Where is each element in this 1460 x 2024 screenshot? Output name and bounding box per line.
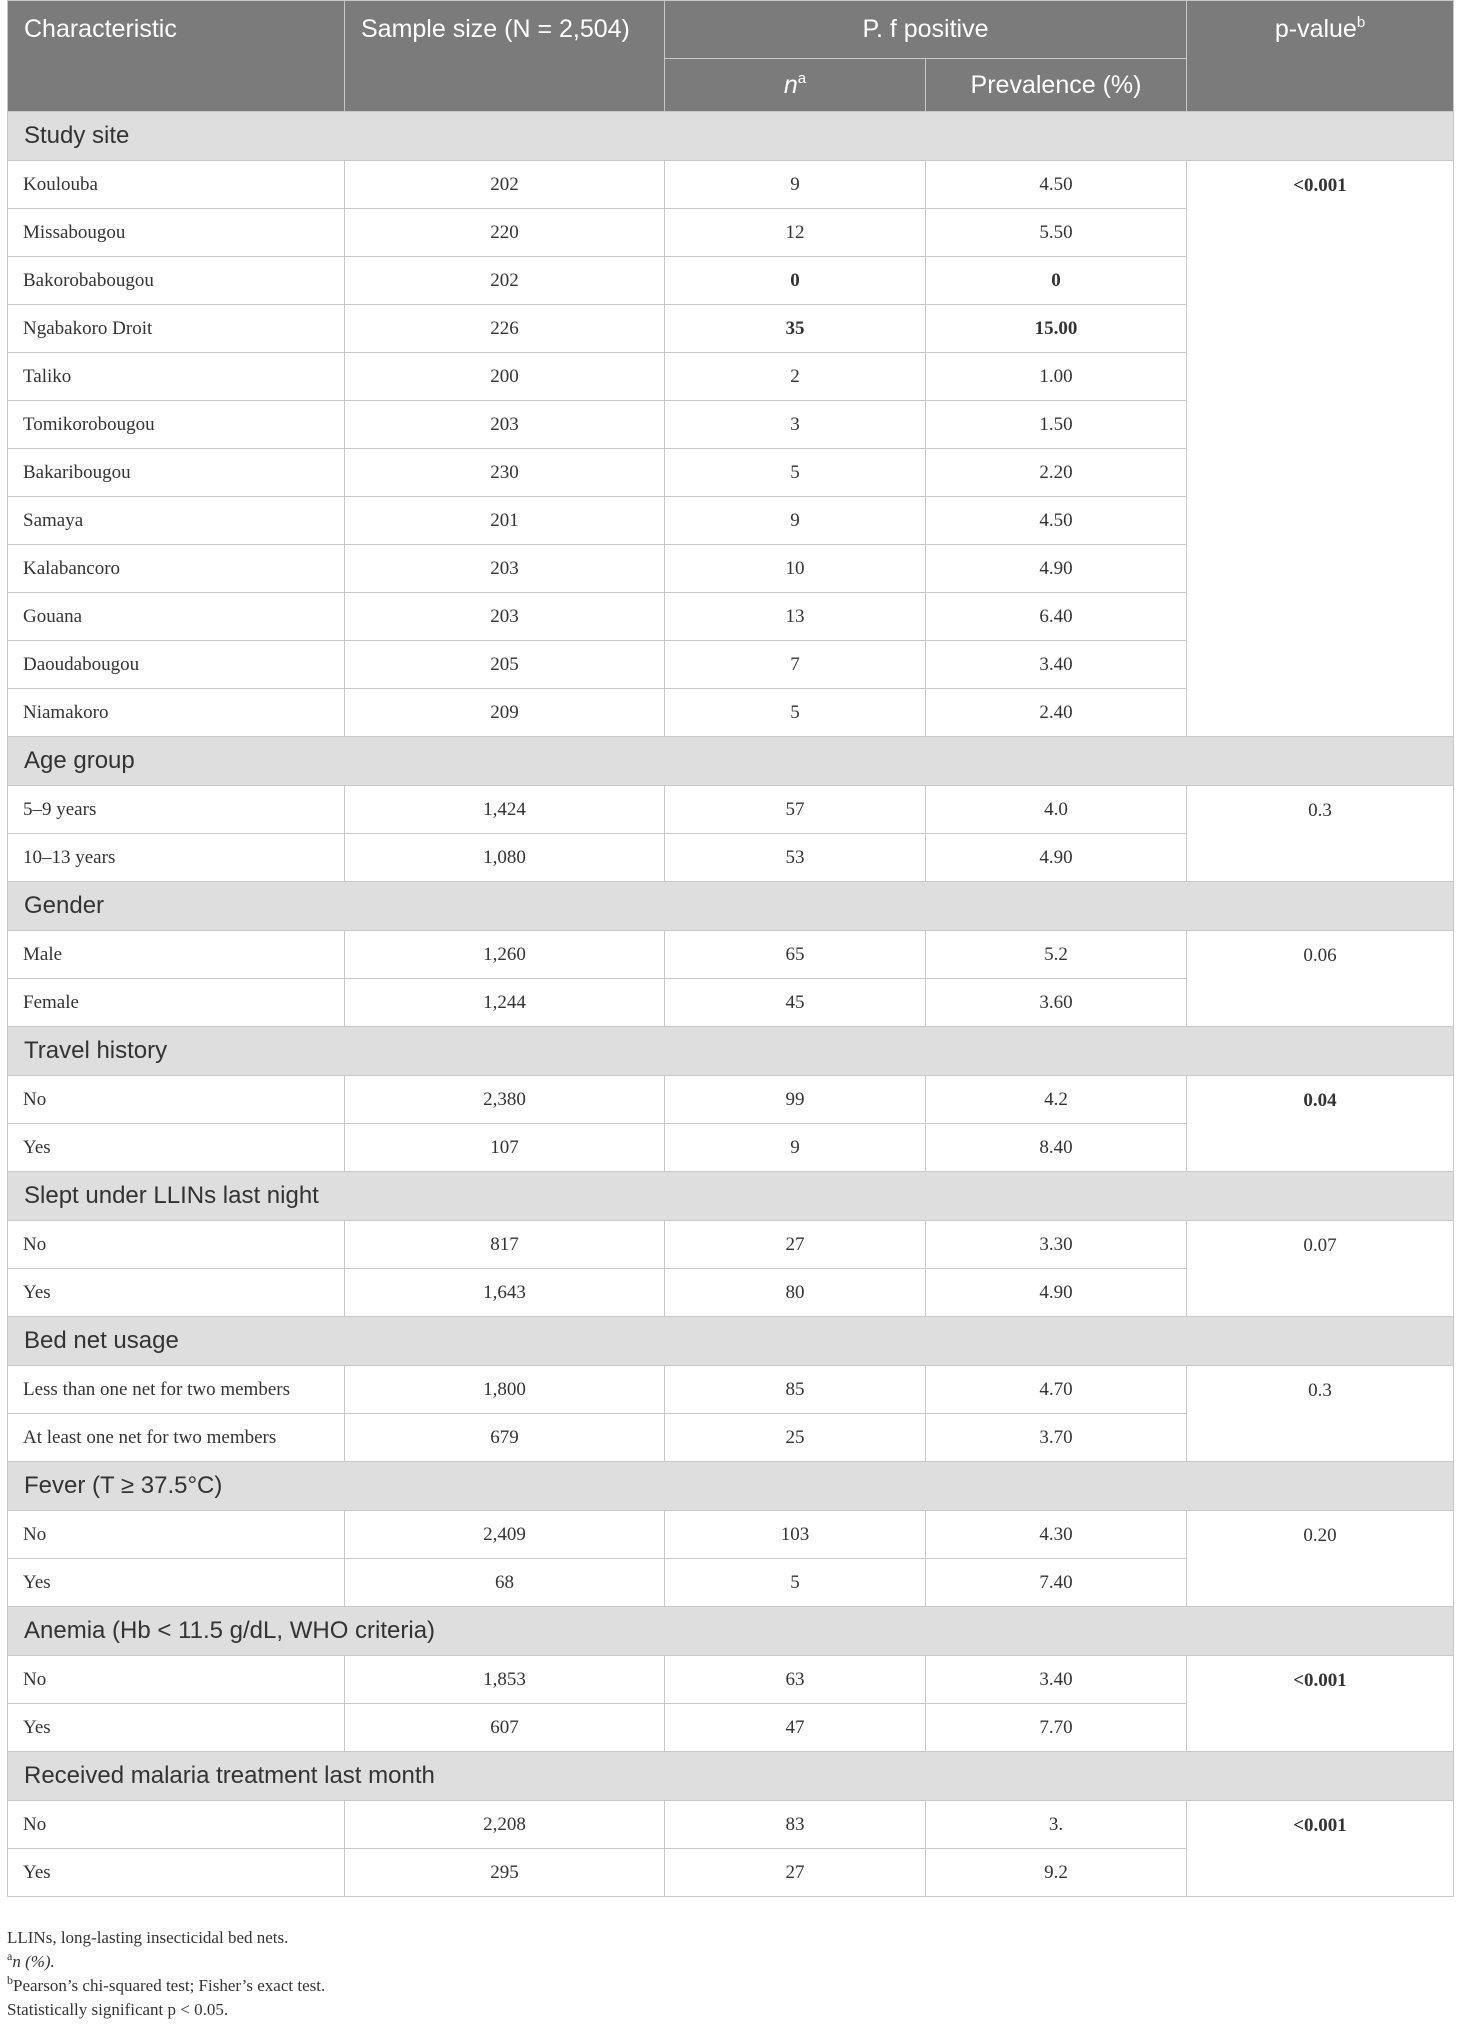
section-row bbox=[8, 1752, 1454, 1801]
cell-sample-size: 205 bbox=[345, 641, 665, 689]
row-label: Koulouba bbox=[8, 161, 345, 209]
cell-p-value: <0.001 bbox=[1187, 1801, 1454, 1897]
cell-n: 9 bbox=[665, 497, 926, 545]
row-label: Taliko bbox=[8, 353, 345, 401]
section-title: Gender bbox=[8, 882, 1454, 931]
section-title: Received malaria treatment last month bbox=[8, 1752, 1454, 1801]
cell-n: 57 bbox=[665, 786, 926, 834]
cell-prevalence: 3.70 bbox=[926, 1414, 1187, 1462]
cell-prevalence: 7.70 bbox=[926, 1704, 1187, 1752]
cell-prevalence: 4.90 bbox=[926, 834, 1187, 882]
cell-n: 0 bbox=[665, 257, 926, 305]
row-label: Gouana bbox=[8, 593, 345, 641]
cell-prevalence: 2.20 bbox=[926, 449, 1187, 497]
cell-prevalence: 1.00 bbox=[926, 353, 1187, 401]
cell-sample-size: 1,080 bbox=[345, 834, 665, 882]
row-label: Tomikorobougou bbox=[8, 401, 345, 449]
cell-prevalence: 3.40 bbox=[926, 641, 1187, 689]
row-label: Less than one net for two members bbox=[8, 1366, 345, 1414]
col-header-pf-positive: P. f positive bbox=[665, 1, 1187, 59]
table-row bbox=[8, 931, 1454, 979]
cell-p-value: 0.3 bbox=[1187, 1366, 1454, 1462]
cell-n: 65 bbox=[665, 931, 926, 979]
cell-sample-size: 1,643 bbox=[345, 1269, 665, 1317]
cell-sample-size: 2,208 bbox=[345, 1801, 665, 1849]
cell-prevalence: 8.40 bbox=[926, 1124, 1187, 1172]
cell-p-value: <0.001 bbox=[1187, 1656, 1454, 1752]
cell-p-value: 0.3 bbox=[1187, 786, 1454, 882]
cell-sample-size: 1,244 bbox=[345, 979, 665, 1027]
cell-prevalence: 0 bbox=[926, 257, 1187, 305]
cell-prevalence: 2.40 bbox=[926, 689, 1187, 737]
table-row bbox=[8, 786, 1454, 834]
row-label: No bbox=[8, 1511, 345, 1559]
row-label: 10–13 years bbox=[8, 834, 345, 882]
cell-n: 99 bbox=[665, 1076, 926, 1124]
section-row bbox=[8, 1462, 1454, 1511]
section-title: Study site bbox=[8, 112, 1454, 161]
cell-n: 35 bbox=[665, 305, 926, 353]
cell-n: 27 bbox=[665, 1221, 926, 1269]
cell-p-value: 0.07 bbox=[1187, 1221, 1454, 1317]
cell-sample-size: 209 bbox=[345, 689, 665, 737]
col-header-sample-size: Sample size (N = 2,504) bbox=[345, 1, 665, 112]
row-label: Female bbox=[8, 979, 345, 1027]
cell-prevalence: 15.00 bbox=[926, 305, 1187, 353]
cell-sample-size: 107 bbox=[345, 1124, 665, 1172]
section-row bbox=[8, 1172, 1454, 1221]
row-label: No bbox=[8, 1656, 345, 1704]
cell-n: 7 bbox=[665, 641, 926, 689]
cell-n: 53 bbox=[665, 834, 926, 882]
cell-n: 2 bbox=[665, 353, 926, 401]
row-label: Yes bbox=[8, 1124, 345, 1172]
cell-prevalence: 1.50 bbox=[926, 401, 1187, 449]
cell-prevalence: 7.40 bbox=[926, 1559, 1187, 1607]
cell-n: 47 bbox=[665, 1704, 926, 1752]
section-title: Travel history bbox=[8, 1027, 1454, 1076]
cell-sample-size: 68 bbox=[345, 1559, 665, 1607]
header-row-1 bbox=[8, 1, 1454, 59]
footnote-significance: Statistically significant p < 0.05. bbox=[7, 2000, 229, 2019]
section-title: Anemia (Hb < 11.5 g/dL, WHO criteria) bbox=[8, 1607, 1454, 1656]
characteristics-table bbox=[7, 0, 1454, 1897]
row-label: No bbox=[8, 1221, 345, 1269]
cell-prevalence: 3.40 bbox=[926, 1656, 1187, 1704]
cell-prevalence: 4.0 bbox=[926, 786, 1187, 834]
footnote-b: $^b$Pearson’s chi-squared test; Fisher’s exact test. bbox=[7, 1973, 326, 1995]
section-row bbox=[8, 1317, 1454, 1366]
cell-n: 85 bbox=[665, 1366, 926, 1414]
cell-prevalence: 4.70 bbox=[926, 1366, 1187, 1414]
cell-prevalence: 4.2 bbox=[926, 1076, 1187, 1124]
section-row bbox=[8, 882, 1454, 931]
cell-n: 63 bbox=[665, 1656, 926, 1704]
cell-sample-size: 1,260 bbox=[345, 931, 665, 979]
section-row bbox=[8, 1607, 1454, 1656]
cell-prevalence: 5.50 bbox=[926, 209, 1187, 257]
cell-n: 27 bbox=[665, 1849, 926, 1897]
cell-prevalence: 4.90 bbox=[926, 1269, 1187, 1317]
section-title: Fever (T ≥ 37.5°C) bbox=[8, 1462, 1454, 1511]
cell-n: 10 bbox=[665, 545, 926, 593]
cell-n: 12 bbox=[665, 209, 926, 257]
cell-prevalence: 4.90 bbox=[926, 545, 1187, 593]
section-title: Slept under LLINs last night bbox=[8, 1172, 1454, 1221]
cell-n: 103 bbox=[665, 1511, 926, 1559]
cell-n: 5 bbox=[665, 1559, 926, 1607]
cell-sample-size: 203 bbox=[345, 593, 665, 641]
cell-p-value: 0.04 bbox=[1187, 1076, 1454, 1172]
cell-n: 45 bbox=[665, 979, 926, 1027]
cell-prevalence: 4.30 bbox=[926, 1511, 1187, 1559]
cell-sample-size: 2,409 bbox=[345, 1511, 665, 1559]
cell-sample-size: 203 bbox=[345, 401, 665, 449]
section-row bbox=[8, 737, 1454, 786]
cell-sample-size: 202 bbox=[345, 257, 665, 305]
cell-sample-size: 220 bbox=[345, 209, 665, 257]
cell-n: 83 bbox=[665, 1801, 926, 1849]
table-footnotes bbox=[7, 1926, 325, 2022]
section-row bbox=[8, 1027, 1454, 1076]
cell-p-value: <0.001 bbox=[1187, 161, 1454, 737]
cell-sample-size: 226 bbox=[345, 305, 665, 353]
cell-prevalence: 6.40 bbox=[926, 593, 1187, 641]
cell-n: 5 bbox=[665, 449, 926, 497]
table-row bbox=[8, 1511, 1454, 1559]
table-row bbox=[8, 1221, 1454, 1269]
footnote-abbrev: LLINs, long-lasting insecticidal bed nets. bbox=[7, 1928, 289, 1947]
table-row bbox=[8, 1366, 1454, 1414]
cell-n: 13 bbox=[665, 593, 926, 641]
table-row bbox=[8, 1076, 1454, 1124]
table-row bbox=[8, 161, 1454, 209]
row-label: Niamakoro bbox=[8, 689, 345, 737]
cell-prevalence: 4.50 bbox=[926, 161, 1187, 209]
cell-sample-size: 1,800 bbox=[345, 1366, 665, 1414]
row-label: Yes bbox=[8, 1269, 345, 1317]
cell-sample-size: 295 bbox=[345, 1849, 665, 1897]
col-header-n: $n^a$ bbox=[665, 59, 926, 112]
cell-p-value: 0.06 bbox=[1187, 931, 1454, 1027]
row-label: Yes bbox=[8, 1704, 345, 1752]
row-label: Kalabancoro bbox=[8, 545, 345, 593]
row-label: Ngabakoro Droit bbox=[8, 305, 345, 353]
cell-n: 9 bbox=[665, 1124, 926, 1172]
cell-sample-size: 2,380 bbox=[345, 1076, 665, 1124]
row-label: Yes bbox=[8, 1849, 345, 1897]
col-header-p-value: p-value$^b$ bbox=[1187, 1, 1454, 112]
cell-n: 80 bbox=[665, 1269, 926, 1317]
table-body bbox=[8, 112, 1454, 1897]
section-row bbox=[8, 112, 1454, 161]
cell-prevalence: 3. bbox=[926, 1801, 1187, 1849]
cell-prevalence: 3.30 bbox=[926, 1221, 1187, 1269]
cell-sample-size: 1,424 bbox=[345, 786, 665, 834]
row-label: No bbox=[8, 1076, 345, 1124]
cell-prevalence: 4.50 bbox=[926, 497, 1187, 545]
row-label: 5–9 years bbox=[8, 786, 345, 834]
row-label: Missabougou bbox=[8, 209, 345, 257]
cell-n: 9 bbox=[665, 161, 926, 209]
cell-sample-size: 679 bbox=[345, 1414, 665, 1462]
cell-sample-size: 1,853 bbox=[345, 1656, 665, 1704]
row-label: Bakaribougou bbox=[8, 449, 345, 497]
row-label: No bbox=[8, 1801, 345, 1849]
table-row bbox=[8, 1801, 1454, 1849]
cell-sample-size: 203 bbox=[345, 545, 665, 593]
cell-prevalence: 5.2 bbox=[926, 931, 1187, 979]
section-title: Age group bbox=[8, 737, 1454, 786]
footnote-a: $^a$n (%). bbox=[7, 1949, 55, 1971]
cell-sample-size: 607 bbox=[345, 1704, 665, 1752]
row-label: At least one net for two members bbox=[8, 1414, 345, 1462]
cell-sample-size: 817 bbox=[345, 1221, 665, 1269]
section-title: Bed net usage bbox=[8, 1317, 1454, 1366]
cell-sample-size: 201 bbox=[345, 497, 665, 545]
cell-n: 3 bbox=[665, 401, 926, 449]
row-label: Bakorobabougou bbox=[8, 257, 345, 305]
cell-n: 5 bbox=[665, 689, 926, 737]
cell-n: 25 bbox=[665, 1414, 926, 1462]
row-label: Daoudabougou bbox=[8, 641, 345, 689]
col-header-characteristic: Characteristic bbox=[8, 1, 345, 112]
row-label: Yes bbox=[8, 1559, 345, 1607]
cell-sample-size: 200 bbox=[345, 353, 665, 401]
cell-prevalence: 3.60 bbox=[926, 979, 1187, 1027]
cell-sample-size: 230 bbox=[345, 449, 665, 497]
table-row bbox=[8, 1656, 1454, 1704]
cell-sample-size: 202 bbox=[345, 161, 665, 209]
col-header-prevalence: Prevalence (%) bbox=[926, 59, 1187, 112]
row-label: Male bbox=[8, 931, 345, 979]
cell-prevalence: 9.2 bbox=[926, 1849, 1187, 1897]
cell-p-value: 0.20 bbox=[1187, 1511, 1454, 1607]
row-label: Samaya bbox=[8, 497, 345, 545]
